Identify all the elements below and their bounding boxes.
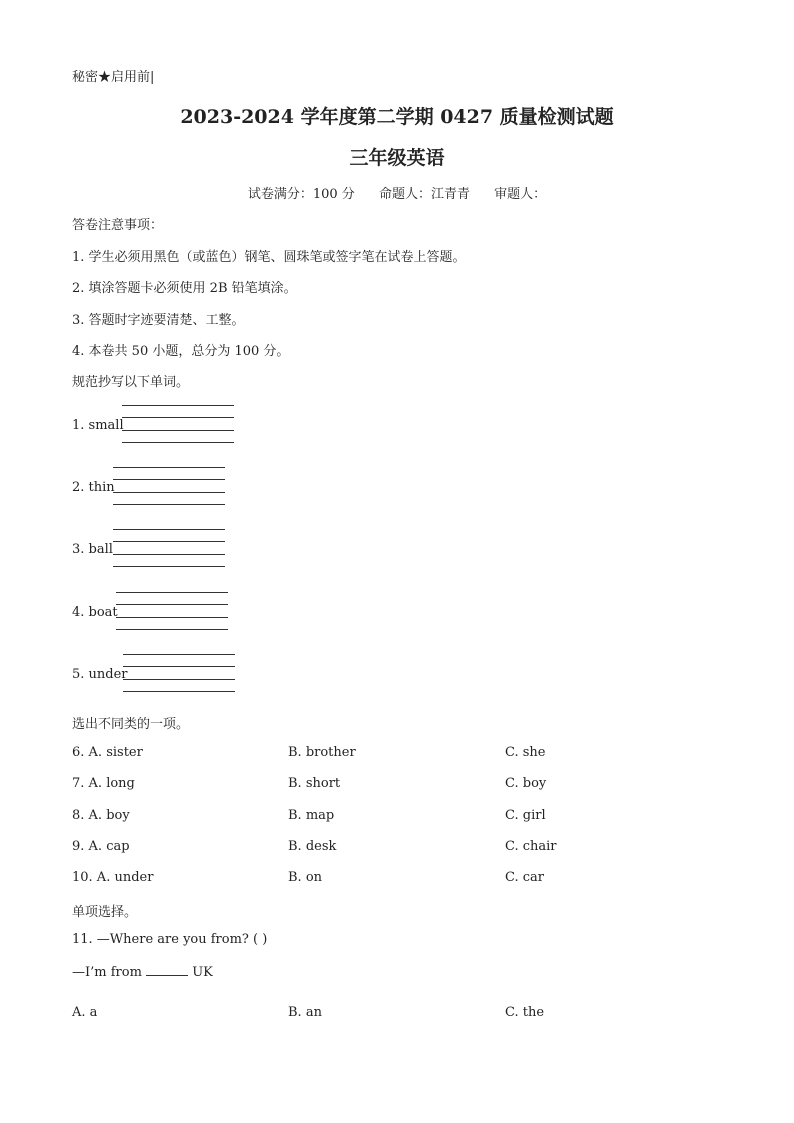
option-c[interactable]: C. girl (505, 808, 546, 823)
copy-word: 3. ball (72, 542, 113, 557)
copy-word: 5. under (72, 667, 128, 682)
exam-meta (0, 183, 794, 202)
note-item: 1. 学生必须用黑色（或蓝色）钢笔、圆珠笔或签字笔在试卷上答题。 (72, 250, 466, 265)
reviewer: 审题人： (494, 187, 547, 202)
answer-suffix: UK (192, 965, 213, 980)
confidential-label: 秘密★启用前| (72, 70, 155, 85)
answer-prefix: —I’m from (72, 965, 142, 980)
section-heading-single-choice: 单项选择。 (72, 905, 138, 920)
copy-word: 4. boat (72, 605, 118, 620)
option-b[interactable]: B. on (288, 870, 323, 885)
option-c[interactable]: C. chair (505, 839, 557, 854)
option-b[interactable]: B. map (288, 808, 335, 823)
question-11-prompt: 11. —Where are you from? ( ) (72, 932, 268, 947)
question-11-answer-line (72, 964, 213, 980)
option-c[interactable]: C. she (505, 745, 546, 760)
note-item: 2. 填涂答题卡必须使用 2B 铅笔填涂。 (72, 281, 297, 296)
option-a[interactable]: 8. A. boy (72, 808, 130, 823)
option-a[interactable]: 6. A. sister (72, 745, 143, 760)
option-a[interactable]: 7. A. long (72, 776, 135, 791)
section-heading-odd-one-out: 选出不同类的一项。 (72, 717, 190, 732)
note-item: 4. 本卷共 50 小题，总分为 100 分。 (72, 344, 290, 359)
option-c[interactable]: C. car (505, 870, 544, 885)
exam-title: 2023-2024 学年度第二学期 0427 质量检测试题 (180, 106, 614, 128)
option-c[interactable]: C. boy (505, 776, 547, 791)
option-a[interactable]: 10. A. under (72, 870, 154, 885)
option-b[interactable]: B. desk (288, 839, 337, 854)
option-b[interactable]: B. short (288, 776, 341, 791)
exam-subtitle: 三年级英语 (349, 147, 445, 169)
option-b[interactable]: B. an (288, 1005, 322, 1020)
copy-word: 2. thin (72, 480, 115, 495)
section-heading-copy: 规范抄写以下单词。 (72, 375, 190, 390)
author: 命题人：江青青 (378, 187, 470, 202)
answer-blank[interactable] (146, 964, 188, 976)
option-a[interactable]: 9. A. cap (72, 839, 130, 854)
note-item: 3. 答题时字迹要清楚、工整。 (72, 313, 245, 328)
option-b[interactable]: B. brother (288, 745, 356, 760)
full-score: 试卷满分：100 分 (247, 187, 355, 202)
copy-word: 1. small (72, 418, 124, 433)
notes-heading: 答卷注意事项： (72, 218, 164, 233)
option-c[interactable]: C. the (505, 1005, 545, 1020)
option-a[interactable]: A. a (72, 1005, 98, 1020)
